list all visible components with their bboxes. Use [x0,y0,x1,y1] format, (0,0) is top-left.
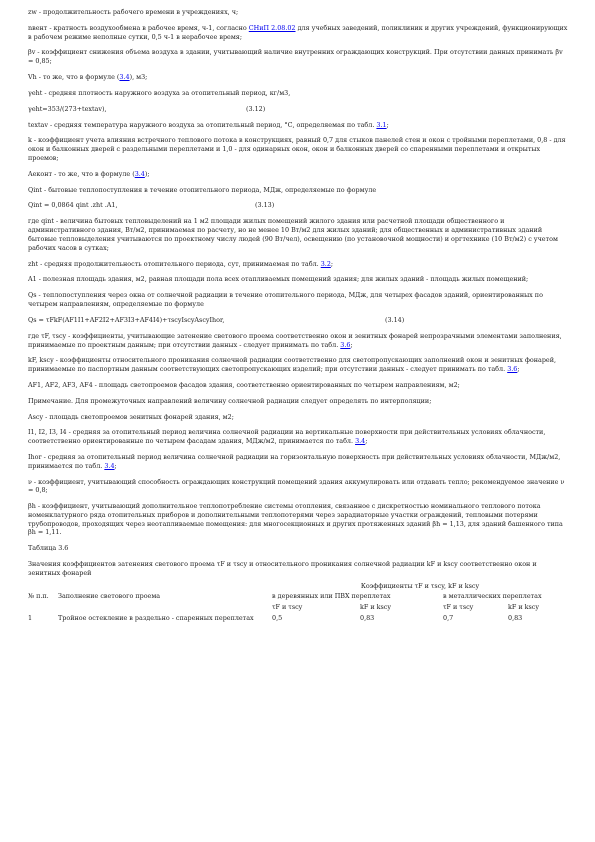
cell-b-k: 0,83 [508,614,523,623]
para-kf: kF, kscy - коэффициенты относительного проникания солнечной радиации соответственно для светопропускающих заполнений окон и зенитных фонарей, принимаемые по паспортным данным соответствующих светопропускающих изделий; при отсутствии данных - следует принимать по табл. 3.6; [28,356,557,374]
document-page [28,8,568,625]
table-caption: Значения коэффициентов затенения светового проема τF и τscy и относительного проникания солнечной радиации kF и kscy соответственно окон и зенитных фонарей [28,560,537,577]
header-coefficients: Коэффициенты τF и τscy, kF и kscy [360,581,480,590]
para-n-vent: nвент - кратность воздухообмена в рабочее время, ч-1, согласно СНиП 2.08.02 для учебных заведений, поликлиник и других учреждений, функционирующих в рабочем режиме неполные сутки, 0,5 ч-1 в нерабочее время; [28,23,568,41]
link-table-3-6[interactable]: 3.6 [340,340,351,349]
link-snip[interactable]: СНиП 2.08.02 [248,23,296,32]
cell-num: 1 [28,614,33,623]
para-vh: Vh - то же, что в формуле (3.4), м3; [28,72,148,81]
para-qint-def: где qint - величина бытовых тепловыделений на 1 м2 площади жилых помещений жилого здания или расчетной площади общественного и административного здания, Вт/м2, принимаемая по расчету, но не менее 10 Вт/м2 для жилых зданий; для общественных и административных зданий бытовые тепловыделения учитываются по проектному числу людей (90 Вт/чел), освещению (по установочной мощности) и оргтехнике (10 Вт/м2) с учетом рабочих часов в сутках; [28,217,558,252]
para-tau: где τF, τscy - коэффициенты, учитывающие затенение светового проема соответственно окон и зенитных фонарей непрозрачными элементами заполнения, принимаемые по проектным данным; при отсутствии данных - следует принимать по табл. 3.6; [28,331,562,349]
para-ascy: Ascy - площадь светопроемов зенитных фонарей здания, м2; [28,412,234,421]
para-nu: ν - коэффициент, учитывающий способность ограждающих конструкций помещений здания аккумулировать или отдавать тепло; рекомендуемое значение ν = 0,8; [28,477,565,495]
para-k: k - коэффициент учета влияния встречного теплового потока в конструкциях, равный 0,7 для стыков панелей стен и окон с тройными переплетами, 0,8 - для окон и балконных дверей с раздельными переплетами и 1,0 - для одинарных окон, окон и балконных дверей со спаренными переплетами и открытых проемов; [28,136,566,162]
cell-fill: Тройное остекление в раздельно - спаренных переплетах [58,614,254,623]
formula-3-12 [28,105,568,114]
link-formula-3-4[interactable]: 3.4 [119,72,130,81]
formula-text: γeht=353/(273+textav), [28,104,107,113]
formula-text: Qs = τFkF(AF1I1+AF2I2+AF3I3+AF4I4)+τscyIscyAscyIhor, [28,315,225,324]
header-wood-pvc: в деревянных или ПВХ переплетах [272,592,391,601]
para-i1-i4: I1, I2, I3, I4 - средняя за отопительный период величина солнечной радиации на вертикальные поверхности при действительных условиях облачности, соответственно ориентированные по четырем фасадам здания, МДж/м2, принимается по табл. 3.4; [28,428,546,446]
formula-3-14 [28,316,568,325]
header-k: kF и kscy [508,603,539,612]
para-ihor: Ihor - средняя за отопительный период величина солнечной радиации на горизонтальную поверхность при действительных условиях облачности, МДж/м2, принимается по табл. 3.4; [28,452,561,470]
cell-a-k: 0,83 [360,614,375,623]
formula-number: (3.14) [385,315,405,324]
para-beta-v: βv - коэффициент снижения объема воздуха в здании, учитывающий наличие внутренних ограждающих конструкций. При отсутствии данных принимать βv = 0,85; [28,48,563,66]
para-zht: zht - средняя продолжительность отопительного периода, сут, принимаемая по табл. 3.2; [28,259,334,268]
table-row [28,614,568,625]
para-zw: zw - продолжительность рабочего времени в учреждениях, ч; [28,8,239,16]
cell-b-tau: 0,7 [443,614,454,623]
table-title: Таблица 3.6 [28,544,69,553]
coefficients-table [28,582,568,625]
formula-number: (3.13) [255,201,275,210]
formula-3-13 [28,201,568,210]
link-formula-3-4[interactable]: 3.4 [134,169,145,178]
table-header-row [28,592,568,603]
para-qint: Qint - бытовые теплопоступления в течение отопительного периода, МДж, определяемые по формуле [28,185,377,194]
para-a1: A1 - полезная площадь здания, м2, равная площади пола всех отапливаемых помещений здания; для жилых зданий - площадь жилых помещений; [28,275,529,284]
table-header-row [28,582,568,593]
header-tau: τF и τscy [443,603,474,612]
cell-a-tau: 0,5 [272,614,283,623]
header-metal: в металлических переплетах [443,592,542,601]
header-fill: Заполнение светового проема [58,592,161,601]
link-table-3-1[interactable]: 3.1 [376,120,387,129]
para-qs: Qs - теплопоступления через окна от солнечной радиации в течение отопительного периода, МДж, для четырех фасадов зданий, ориентированных по четырем направлениям, определяемые по формуле [28,291,543,308]
para-aekont: Aeконт - то же, что в формуле (3.4); [28,169,150,178]
para-beta-h: βh - коэффициент, учитывающий дополнительное теплопотребление системы отопления, связанное с дискретностью номинального теплового потока номенклатурного ряда отопительных приборов и дополнительными теплопотерями через зарадиаторные участки ограждений, тепловыми потерями трубопроводов, проходящих через неотапливаемые помещения: для многосекционных и других протяженных зданий βh = 1,13, для зданий башенного типа βh = 1,11. [28,502,563,537]
link-table-3-4[interactable]: 3.4 [355,437,366,446]
para-note: Примечание. Для промежуточных направлений величину солнечной радиации следует определять по интерполяции; [28,396,432,405]
header-k: kF и kscy [360,603,391,612]
formula-number: (3.12) [246,104,266,113]
table-header-row [28,603,568,614]
link-table-3-4[interactable]: 3.4 [104,461,115,470]
link-table-3-6[interactable]: 3.6 [507,365,518,374]
para-gamma-eht: γeht - средняя плотность наружного воздуха за отопительный период, кг/м3, [28,88,291,97]
header-tau: τF и τscy [272,603,303,612]
formula-text: Qint = 0,0864 qint .zht .A1, [28,201,118,210]
header-num: № п.п. [28,592,49,601]
para-af: AF1, AF2, AF3, AF4 - площадь светопроемов фасадов здания, соответственно ориентированных по четырем направлениям, м2; [28,380,460,389]
link-table-3-2[interactable]: 3.2 [320,259,331,268]
para-textav: textav - средняя температура наружного воздуха за отопительный период, °С, определяемая по табл. 3.1; [28,120,389,129]
